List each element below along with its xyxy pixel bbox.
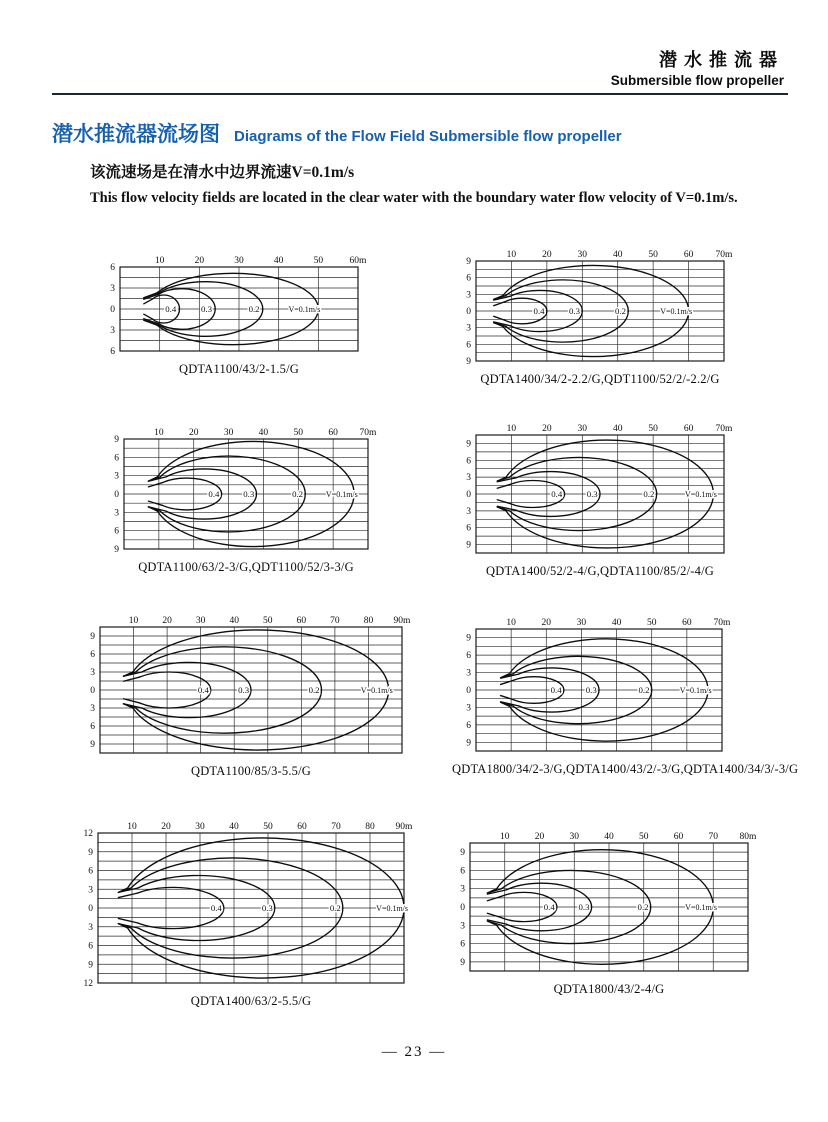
svg-text:9: 9	[466, 357, 471, 364]
svg-text:3: 3	[460, 884, 465, 895]
svg-text:0.4: 0.4	[551, 489, 563, 499]
svg-text:0.4: 0.4	[208, 489, 220, 499]
flow-chart-5	[76, 612, 426, 779]
svg-text:30: 30	[577, 424, 588, 434]
svg-text:V=0.1m/s: V=0.1m/s	[288, 305, 321, 314]
svg-text:40: 40	[229, 822, 239, 832]
intro-text	[90, 160, 738, 207]
svg-text:60: 60	[296, 616, 307, 626]
svg-text:V=0.1m/s: V=0.1m/s	[660, 307, 693, 316]
svg-text:50: 50	[293, 428, 304, 438]
svg-text:0.4: 0.4	[197, 685, 209, 695]
svg-text:50: 50	[263, 822, 273, 832]
svg-text:6: 6	[114, 453, 119, 464]
svg-text:6: 6	[460, 939, 465, 950]
svg-text:3: 3	[114, 471, 119, 482]
svg-text:0.3: 0.3	[578, 902, 590, 912]
svg-text:10: 10	[506, 618, 516, 628]
header-rule	[52, 93, 788, 95]
flow-chart-6	[452, 614, 798, 777]
svg-text:60: 60	[673, 832, 684, 842]
svg-text:9: 9	[114, 545, 119, 552]
svg-text:10: 10	[127, 822, 137, 832]
svg-text:0.2: 0.2	[308, 685, 320, 695]
svg-text:10: 10	[128, 616, 139, 626]
svg-text:40: 40	[258, 428, 269, 438]
section-title-en: Diagrams of the Flow Field Submersible flow propeller	[234, 128, 622, 145]
svg-text:6: 6	[88, 866, 93, 877]
svg-text:40: 40	[611, 618, 622, 628]
section-title-cn: 潜水推流器流场图	[52, 123, 220, 146]
svg-text:9: 9	[466, 257, 471, 267]
svg-text:V=0.1m/s: V=0.1m/s	[685, 903, 718, 912]
intro-line-cn: 该流速场是在清水中边界流速V=0.1m/s	[90, 164, 355, 181]
chart-caption: QDTA1400/63/2-5.5/G	[190, 994, 312, 1008]
svg-text:12: 12	[83, 979, 93, 986]
svg-text:20: 20	[194, 256, 205, 266]
svg-text:70: 70	[331, 822, 341, 832]
svg-text:0.4: 0.4	[210, 903, 222, 913]
svg-text:70m: 70m	[715, 424, 733, 434]
svg-text:3: 3	[88, 922, 93, 933]
svg-text:6: 6	[466, 523, 471, 534]
svg-text:V=0.1m/s: V=0.1m/s	[679, 686, 712, 695]
flow-chart-2	[452, 246, 748, 387]
svg-text:80m: 80m	[739, 832, 757, 842]
svg-text:V=0.1m/s: V=0.1m/s	[685, 490, 717, 499]
header-title-en: Submersible flow propeller	[610, 73, 784, 88]
svg-text:0: 0	[114, 490, 119, 500]
svg-text:3: 3	[466, 323, 471, 334]
svg-text:0: 0	[88, 904, 93, 914]
svg-text:V=0.1m/s: V=0.1m/s	[325, 490, 358, 499]
svg-text:0.3: 0.3	[200, 304, 212, 314]
svg-text:50: 50	[648, 250, 658, 260]
svg-text:0: 0	[110, 305, 115, 315]
chart-caption: QDTA1400/34/2-2.2/G,QDT1100/52/2/-2.2/G	[480, 372, 720, 386]
svg-text:9: 9	[460, 957, 465, 968]
svg-text:0: 0	[466, 490, 471, 500]
svg-text:20: 20	[162, 616, 172, 626]
svg-text:0.4: 0.4	[543, 902, 555, 912]
svg-text:30: 30	[195, 822, 205, 832]
svg-text:50: 50	[639, 832, 649, 842]
svg-text:70m: 70m	[715, 250, 733, 260]
flow-chart-8	[446, 828, 772, 997]
svg-text:10: 10	[154, 256, 165, 266]
svg-text:6: 6	[90, 722, 95, 732]
svg-text:60: 60	[683, 250, 694, 260]
svg-text:70m: 70m	[359, 428, 377, 438]
svg-text:90m: 90m	[393, 616, 411, 626]
svg-text:6: 6	[466, 651, 471, 662]
chart-caption: QDTA1100/63/2-3/G,QDT1100/52/3-3/G	[138, 560, 354, 574]
chart-caption: QDTA1800/43/2-4/G	[553, 982, 665, 996]
svg-text:20: 20	[188, 428, 199, 438]
page-number: — 23 —	[381, 1044, 447, 1060]
svg-text:40: 40	[612, 250, 623, 260]
svg-text:0: 0	[460, 903, 465, 913]
section-title	[52, 118, 622, 148]
svg-text:40: 40	[229, 616, 239, 626]
svg-text:30: 30	[569, 832, 579, 842]
svg-text:6: 6	[110, 347, 115, 354]
svg-text:70m: 70m	[713, 618, 731, 628]
svg-text:10: 10	[506, 424, 517, 434]
svg-text:3: 3	[90, 668, 95, 678]
svg-text:3: 3	[90, 704, 95, 714]
svg-text:30: 30	[577, 250, 588, 260]
svg-text:50: 50	[648, 424, 658, 434]
svg-text:70: 70	[708, 832, 718, 842]
svg-text:50: 50	[263, 616, 273, 626]
svg-text:3: 3	[88, 885, 93, 896]
svg-text:3: 3	[110, 284, 115, 294]
svg-text:9: 9	[466, 540, 471, 551]
svg-text:80: 80	[363, 616, 374, 626]
svg-text:9: 9	[466, 738, 471, 749]
flow-field-plot	[100, 424, 392, 552]
svg-text:6: 6	[466, 456, 471, 467]
svg-text:3: 3	[466, 703, 471, 714]
svg-text:30: 30	[195, 616, 206, 626]
intro-line-en: This flow velocity fields are located in the clear water with the boundary water flow velocity of V=0.1m/s.	[90, 190, 738, 206]
svg-text:10: 10	[500, 832, 510, 842]
flow-chart-3	[100, 424, 392, 575]
flow-field-plot	[452, 246, 748, 364]
chart-caption: QDTA1400/52/2-4/G,QDTA1100/85/2/-4/G	[486, 564, 714, 578]
svg-text:3: 3	[114, 508, 119, 519]
svg-text:9: 9	[88, 847, 93, 858]
svg-text:20: 20	[161, 822, 171, 832]
svg-text:40: 40	[604, 832, 614, 842]
flow-field-plot	[96, 252, 382, 354]
svg-text:3: 3	[110, 326, 115, 336]
svg-text:0.4: 0.4	[165, 304, 177, 314]
flow-chart-7	[74, 818, 428, 1009]
svg-text:40: 40	[273, 256, 284, 266]
svg-text:30: 30	[234, 256, 244, 266]
svg-text:0.2: 0.2	[643, 489, 655, 499]
header-title-cn: 潜水推流器	[659, 50, 784, 70]
flow-field-plot	[446, 828, 772, 974]
svg-text:3: 3	[466, 668, 471, 679]
svg-text:0.3: 0.3	[261, 903, 273, 913]
svg-text:0.2: 0.2	[637, 902, 649, 912]
svg-text:0.3: 0.3	[238, 685, 250, 695]
svg-text:80: 80	[365, 822, 375, 832]
svg-text:0.3: 0.3	[586, 489, 598, 499]
svg-text:30: 30	[576, 618, 587, 628]
svg-text:9: 9	[466, 633, 471, 644]
svg-text:70: 70	[330, 616, 340, 626]
svg-text:0.2: 0.2	[292, 489, 304, 499]
svg-text:9: 9	[90, 632, 95, 642]
svg-text:6: 6	[110, 263, 115, 273]
flow-field-plot	[74, 818, 428, 986]
svg-text:9: 9	[466, 439, 471, 450]
chart-caption: QDTA1100/85/3-5.5/G	[190, 764, 312, 778]
svg-text:20: 20	[542, 424, 552, 434]
svg-text:9: 9	[114, 435, 119, 445]
svg-text:20: 20	[541, 618, 552, 628]
svg-text:6: 6	[460, 866, 465, 877]
svg-text:10: 10	[154, 428, 164, 438]
svg-text:9: 9	[90, 740, 95, 750]
flow-field-plot	[76, 612, 426, 756]
svg-text:0.2: 0.2	[638, 685, 650, 695]
svg-text:6: 6	[466, 340, 471, 351]
svg-text:60: 60	[682, 618, 692, 628]
svg-text:V=0.1m/s: V=0.1m/s	[376, 904, 409, 913]
page-header	[611, 46, 784, 88]
svg-text:0.2: 0.2	[248, 304, 260, 314]
svg-text:0: 0	[466, 307, 471, 317]
svg-text:0.3: 0.3	[568, 306, 580, 316]
svg-text:50: 50	[313, 256, 324, 266]
svg-text:10: 10	[506, 250, 517, 260]
svg-text:6: 6	[466, 720, 471, 731]
svg-text:0.3: 0.3	[585, 685, 597, 695]
flow-field-plot	[452, 420, 748, 556]
svg-text:3: 3	[466, 473, 471, 484]
svg-text:20: 20	[542, 250, 552, 260]
svg-text:60m: 60m	[349, 256, 367, 266]
svg-text:0.4: 0.4	[533, 306, 545, 316]
svg-text:0.2: 0.2	[329, 903, 341, 913]
svg-text:3: 3	[466, 290, 471, 301]
svg-text:40: 40	[612, 424, 623, 434]
svg-text:6: 6	[466, 273, 471, 284]
svg-text:9: 9	[460, 848, 465, 859]
chart-caption: QDTA1100/43/2-1.5/G	[178, 362, 300, 376]
svg-text:0: 0	[90, 686, 95, 696]
svg-text:50: 50	[646, 618, 657, 628]
svg-text:60: 60	[328, 428, 338, 438]
svg-text:3: 3	[460, 921, 465, 932]
svg-text:0.2: 0.2	[615, 306, 627, 316]
svg-text:0.3: 0.3	[243, 489, 255, 499]
flow-chart-4	[452, 420, 748, 579]
svg-text:0: 0	[466, 686, 471, 696]
svg-text:V=0.1m/s: V=0.1m/s	[360, 686, 393, 695]
svg-text:12: 12	[83, 829, 93, 839]
svg-text:60: 60	[683, 424, 694, 434]
flow-chart-1	[96, 252, 382, 377]
flow-field-plot	[452, 614, 746, 754]
chart-caption: QDTA1800/34/2-3/G,QDTA1400/43/2/-3/G,QDTA1400/34/3/-3/G	[452, 762, 799, 776]
svg-text:30: 30	[223, 428, 234, 438]
svg-text:3: 3	[466, 506, 471, 517]
svg-text:9: 9	[88, 960, 93, 971]
svg-text:6: 6	[88, 941, 93, 952]
svg-text:6: 6	[90, 650, 95, 660]
svg-text:0.4: 0.4	[550, 685, 562, 695]
svg-text:90m: 90m	[395, 822, 413, 832]
svg-text:20: 20	[534, 832, 545, 842]
svg-text:6: 6	[114, 526, 119, 537]
svg-text:60: 60	[297, 822, 307, 832]
